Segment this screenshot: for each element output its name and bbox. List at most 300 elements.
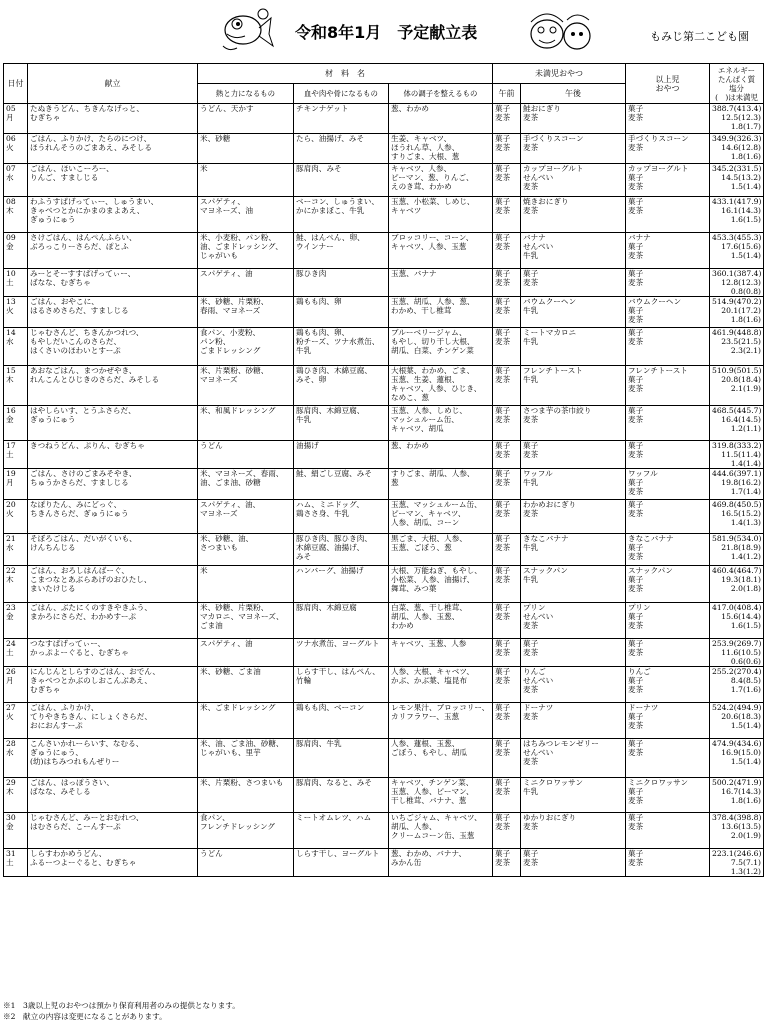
pm-snack-cell-line: 牛乳	[523, 251, 539, 260]
pm-snack-cell-line: バナナ	[523, 233, 546, 242]
day-number: 05	[6, 104, 16, 113]
energy-food-cell-line: マヨネーズ、油	[200, 206, 254, 215]
day-number: 07	[6, 164, 16, 173]
over3-snack-cell	[626, 603, 710, 639]
over3-snack-cell	[626, 500, 710, 534]
menu-cell-line: たぬきうどん、ちきんなげっと、	[30, 104, 144, 113]
body-food-cell-line: みそ、卵	[296, 375, 327, 384]
over3-snack-cell-line: 麦茶	[628, 143, 644, 152]
over3-snack-cell	[626, 366, 710, 406]
am-snack-cell-line: 菓子	[495, 469, 511, 478]
pm-snack-cell-line: 手づくりスコーン	[523, 134, 584, 143]
menu-cell	[28, 739, 198, 778]
nutrition-cell-line: 223.1(246.6)	[712, 849, 762, 858]
body-food-cell	[294, 441, 389, 469]
nutrition-cell-line: 500.2(471.9)	[712, 778, 762, 787]
day-number: 09	[6, 233, 16, 242]
nutrition-cell-line: 16.9(15.0)	[721, 748, 761, 757]
am-snack-cell-line: 麦茶	[495, 712, 511, 721]
nutrition-cell-line: 12.8(12.3)	[721, 278, 761, 287]
over3-snack-cell-line: 菓子	[628, 242, 644, 251]
nutrition-cell-line: 8.4(8.5)	[730, 676, 761, 685]
body-food-cell-line: みそ	[296, 552, 312, 561]
nutrition-cell-line: 388.7(413.4)	[712, 104, 762, 113]
am-snack-cell-line: 麦茶	[495, 612, 511, 621]
weekday: 金	[6, 612, 14, 621]
energy-food-cell-line: 米、小麦粉、パン粉、	[200, 233, 276, 242]
nutrition-cell-line: 1.8(1.6)	[730, 315, 761, 324]
nutrition-cell-line: 19.3(18.1)	[721, 575, 761, 584]
over3-snack-cell-line: 菓子	[628, 639, 644, 648]
condition-food-cell-line: 玉葱、生姜、蓮根、	[391, 375, 460, 384]
menu-cell-line: きゃべつとかにかまのまよあえ、	[30, 206, 145, 215]
over3-snack-cell-line: 菓子	[628, 441, 644, 450]
date-cell	[4, 739, 28, 778]
menu-cell-line: ごはん、さけのごまみそやき、	[30, 469, 137, 478]
over3-snack-cell-line: 麦茶	[628, 748, 644, 757]
footnote-2: ※2 献立の内容は変更になることがあります。	[3, 1012, 167, 1021]
page-title: 令和8年1月 予定献立表	[295, 23, 478, 42]
date-cell	[4, 104, 28, 134]
body-food-cell	[294, 703, 389, 739]
body-food-cell-line: 豚肩肉、木綿豆腐、	[296, 406, 365, 415]
menu-cell	[28, 366, 198, 406]
nutrition-cell-line: 1.5(1.4)	[730, 721, 761, 730]
menu-row	[4, 406, 764, 441]
energy-food-cell-line: 米	[200, 566, 208, 575]
condition-food-cell	[389, 328, 493, 366]
pm-snack-cell	[521, 134, 626, 164]
menu-cell-line: あおなごはん、まつかぜやき、	[30, 366, 137, 375]
body-food-cell-line: 豚ひき肉、豚ひき肉、	[296, 534, 372, 543]
nutrition-cell	[710, 778, 764, 813]
nutrition-cell-line: 20.1(17.2)	[721, 306, 761, 315]
body-food-cell-line: 豚肩肉、木綿豆腐	[296, 603, 357, 612]
pm-snack-cell	[521, 104, 626, 134]
condition-food-cell-line: 玉葱、人参、しめじ、	[391, 406, 467, 415]
over3-snack-cell	[626, 534, 710, 566]
nutrition-cell-line: 1.7(1.6)	[730, 685, 761, 694]
body-food-cell-line: ツナ水煮缶、ヨーグルト	[296, 639, 380, 648]
energy-food-cell-line: 米、砂糖、油、	[200, 534, 254, 543]
condition-food-cell-line: 大根葉、わかめ、ごま、	[391, 366, 475, 375]
condition-food-cell-line: レモン果汁、ブロッコリー、	[391, 703, 490, 712]
energy-food-cell-line: 米、和風ドレッシング	[200, 406, 276, 415]
pm-snack-cell	[521, 297, 626, 328]
pm-snack-cell	[521, 269, 626, 297]
nutrition-cell-line: 1.5(1.4)	[730, 757, 761, 766]
weekday: 月	[6, 113, 14, 122]
pm-snack-cell-line: 麦茶	[523, 757, 539, 766]
condition-food-cell	[389, 233, 493, 269]
nutrition-cell-line: 2.3(2.1)	[730, 346, 761, 355]
date-cell	[4, 500, 28, 534]
menu-row	[4, 500, 764, 534]
condition-food-cell	[389, 269, 493, 297]
energy-food-cell	[198, 703, 294, 739]
menu-cell	[28, 104, 198, 134]
over3-snack-cell-line: 麦茶	[628, 584, 644, 593]
am-snack-cell	[493, 297, 521, 328]
weekday: 火	[6, 509, 14, 518]
day-number: 27	[6, 703, 16, 712]
pm-snack-cell-line: 牛乳	[523, 337, 539, 346]
body-food-cell-line: 牛乳	[296, 346, 312, 355]
nutrition-cell-line: 1.4(1.4)	[730, 459, 761, 468]
energy-food-cell-line: 米、砂糖、片栗粉、	[200, 603, 269, 612]
am-snack-cell-line: 菓子	[495, 134, 511, 143]
condition-food-cell-line: 胡瓜、白菜、チンゲン菜	[391, 346, 474, 355]
over3-snack-cell	[626, 233, 710, 269]
nutrition-cell-line: 17.6(15.6)	[721, 242, 761, 251]
energy-food-cell	[198, 667, 294, 703]
nutrition-cell-line: 581.9(534.0)	[712, 534, 762, 543]
over3-snack-cell-line: フレンチトースト	[628, 366, 688, 375]
menu-cell	[28, 566, 198, 603]
mascot-characters-icon	[525, 6, 597, 56]
condition-food-cell-line: もやし、切り干し大根、	[391, 337, 475, 346]
over3-snack-cell-line: 麦茶	[628, 822, 644, 831]
condition-food-cell-line: キャベツ	[391, 206, 422, 215]
body-food-cell-line: 鶏もも肉、卵、	[296, 328, 350, 337]
day-number: 14	[6, 328, 16, 337]
over3-snack-cell-line: 麦茶	[628, 206, 644, 215]
nutrition-cell	[710, 739, 764, 778]
nutrition-cell	[710, 297, 764, 328]
body-food-cell-line: ミートオムレツ、ハム	[296, 813, 372, 822]
pm-snack-cell-line: わかめおにぎり	[523, 500, 577, 509]
condition-food-cell	[389, 134, 493, 164]
over3-snack-cell	[626, 703, 710, 739]
body-food-cell-line: 豚肩肉、みそ	[296, 164, 342, 173]
energy-food-cell	[198, 534, 294, 566]
menu-cell-line: ごはん、はっぽうさい、	[30, 778, 114, 787]
am-snack-cell-line: 菓子	[495, 639, 511, 648]
pm-snack-cell-line: カップヨーグルト	[523, 164, 584, 173]
nutrition-cell-line: 1.8(1.7)	[730, 122, 761, 131]
menu-cell	[28, 469, 198, 500]
body-food-cell	[294, 406, 389, 441]
over3-snack-cell-line: きなこバナナ	[628, 534, 674, 543]
am-snack-cell	[493, 197, 521, 233]
condition-food-cell-line: クリームコーン缶、玉葱	[391, 831, 475, 840]
am-snack-cell-line: 麦茶	[495, 173, 511, 182]
menu-cell-line: むぎちゃ	[30, 685, 61, 694]
pm-snack-cell-line: 牛乳	[523, 575, 539, 584]
day-number: 20	[6, 500, 16, 509]
menu-cell-line: まいたけじる	[30, 584, 76, 593]
nutrition-cell-line: 2.0(1.9)	[730, 831, 761, 840]
over3-snack-cell-line: バウムクーヘン	[628, 297, 682, 306]
pm-snack-cell	[521, 566, 626, 603]
nutrition-cell-line: 1.2(1.1)	[730, 424, 761, 433]
over3-snack-cell-line: 菓子	[628, 478, 644, 487]
over3-snack-cell-line: 菓子	[628, 676, 644, 685]
energy-food-cell-line: じゃがいも、里芋	[200, 748, 261, 757]
over3-snack-cell-line: カップヨーグルト	[628, 164, 689, 173]
over3-snack-cell-line: 麦茶	[628, 182, 644, 191]
condition-food-cell	[389, 566, 493, 603]
am-snack-cell	[493, 534, 521, 566]
nutrition-cell-line: 13.6(13.5)	[721, 822, 761, 831]
nutrition-cell	[710, 328, 764, 366]
am-snack-cell	[493, 164, 521, 197]
condition-food-cell-line: 舞茸、みつ葉	[391, 584, 437, 593]
body-food-cell-line: たら、油揚げ、みそ	[296, 134, 365, 143]
menu-cell-line: そぼろごはん、だいがくいも、	[30, 534, 137, 543]
date-cell	[4, 813, 28, 849]
menu-cell-line: ぎゅうにゅう、	[30, 748, 84, 757]
energy-header: エネルギー たんぱく質 塩分 ( )は未満児	[710, 64, 764, 104]
menu-cell	[28, 500, 198, 534]
pm-snack-cell	[521, 603, 626, 639]
pm-snack-cell-line: 菓子	[523, 269, 539, 278]
nutrition-cell	[710, 441, 764, 469]
energy-food-cell-line: スパゲティ、油	[200, 269, 253, 278]
body-food-cell-line: 鶏ささ身、牛乳	[296, 509, 350, 518]
over3-snack-cell	[626, 667, 710, 703]
date-cell	[4, 703, 28, 739]
pm-snack-cell	[521, 667, 626, 703]
over3-snack-cell-line: ドーナツ	[628, 703, 659, 712]
menu-row	[4, 104, 764, 134]
body-food-cell-line: 豚ひき肉	[296, 269, 327, 278]
nutrition-cell-line: 349.9(326.3)	[712, 134, 762, 143]
nutrition-cell-line: 19.8(16.2)	[721, 478, 761, 487]
body-food-cell	[294, 164, 389, 197]
am-snack-cell	[493, 469, 521, 500]
weekday: 月	[6, 478, 14, 487]
condition-food-cell	[389, 500, 493, 534]
condition-food-cell-line: 胡瓜、人参、	[391, 822, 437, 831]
footnote-1: ※1 3歳以上児のおやつは預かり保育利用者のみの提供となります。	[3, 1001, 240, 1010]
body-food-cell-line: ハンバーグ、油揚げ	[296, 566, 364, 575]
energy-food-cell	[198, 469, 294, 500]
condition-food-cell	[389, 667, 493, 703]
pm-snack-cell-line: スナックパン	[523, 566, 568, 575]
menu-cell	[28, 703, 198, 739]
menu-cell-line: しらすわかめうどん、	[30, 849, 107, 858]
over3-snack-cell-line: 麦茶	[628, 621, 644, 630]
menu-cell-line: つなすぱげってぃー、	[30, 639, 106, 648]
menu-cell	[28, 297, 198, 328]
condition-food-cell-line: 白菜、葱、干し椎茸、	[391, 603, 467, 612]
body-food-cell	[294, 778, 389, 813]
over3-snack-cell-line: 菓子	[628, 375, 644, 384]
nutrition-cell-line: 253.9(269.7)	[712, 639, 762, 648]
am-snack-cell-line: 菓子	[495, 233, 511, 242]
energy-food-cell	[198, 441, 294, 469]
menu-cell	[28, 233, 198, 269]
body-food-cell-line: 鶏ひき肉、木綿豆腐、	[296, 366, 372, 375]
nutrition-cell-line: 378.4(398.8)	[712, 813, 762, 822]
menu-cell-line: まかろにさらだ、わかめすーぷ	[30, 612, 136, 621]
am-snack-cell-line: 麦茶	[495, 575, 511, 584]
condition-food-cell-line: 小松菜、人参、油揚げ、	[391, 575, 475, 584]
condition-food-cell-line: 葱、わかめ、バナナ、	[391, 849, 467, 858]
weekday: 木	[6, 787, 14, 796]
weekday: 土	[6, 858, 14, 867]
weekday: 火	[6, 306, 14, 315]
over3-snack-cell-line: バナナ	[628, 233, 651, 242]
over3-snack-cell-line: プリン	[628, 603, 651, 612]
menu-cell	[28, 328, 198, 366]
menu-cell-line: きゃべつとかぶのしおこんぶあえ、	[30, 676, 152, 685]
condition-food-cell-line: かぶ、かぶ葉、塩昆布	[391, 676, 468, 685]
menu-cell-line: じゃむさんど、みーとおむれつ、	[30, 813, 144, 822]
over3-snack-cell-line: 麦茶	[628, 278, 644, 287]
am-snack-cell-line: 菓子	[495, 500, 511, 509]
energy-food-cell	[198, 778, 294, 813]
am-snack-cell	[493, 500, 521, 534]
menu-cell	[28, 778, 198, 813]
am-snack-cell	[493, 849, 521, 877]
condition-food-cell	[389, 441, 493, 469]
am-snack-cell-line: 菓子	[495, 849, 511, 858]
menu-row	[4, 134, 764, 164]
menu-cell-line: はやしらいす、とうふさらだ、	[30, 406, 136, 415]
weekday: 土	[6, 648, 14, 657]
pm-snack-cell	[521, 739, 626, 778]
over3-snack-cell-line: 麦茶	[628, 337, 644, 346]
weekday: 木	[6, 375, 14, 384]
menu-cell	[28, 164, 198, 197]
body-food-cell-line: ベーコン、しゅうまい、	[296, 197, 379, 206]
body-food-cell-line: ハム、ミニドッグ、	[296, 500, 364, 509]
condition-food-cell-line: 玉葱、人参、ピーマン、	[391, 787, 474, 796]
day-number: 29	[6, 778, 16, 787]
body-food-cell	[294, 269, 389, 297]
date-cell	[4, 667, 28, 703]
condition-food-cell-line: ほうれん草、人参、	[391, 143, 460, 152]
pm-snack-cell-line: 牛乳	[523, 478, 539, 487]
menu-row	[4, 269, 764, 297]
pm-snack-cell	[521, 441, 626, 469]
am-snack-cell-line: 菓子	[495, 566, 511, 575]
am-snack-cell-line: 麦茶	[495, 787, 511, 796]
condition-food-cell-line: ピーマン、葱、りんご、	[391, 173, 474, 182]
am-snack-cell-line: 菓子	[495, 667, 511, 676]
over3-snack-cell-line: 麦茶	[628, 648, 644, 657]
body-food-cell	[294, 328, 389, 366]
condition-food-cell-line: 人参、胡瓜、コーン	[391, 518, 460, 527]
body-food-cell-line: しらす干し、はんぺん、	[296, 667, 380, 676]
condition-food-cell	[389, 703, 493, 739]
nutrition-cell-line: 23.5(21.5)	[721, 337, 761, 346]
energy-food-cell-line: スパゲティ、油	[200, 639, 253, 648]
over3-snack-cell-line: 菓子	[628, 739, 644, 748]
nutrition-cell	[710, 566, 764, 603]
condition-food-cell-line: キャベツ、胡瓜	[391, 424, 444, 433]
nutrition-cell-line: 16.7(14.3)	[721, 787, 761, 796]
over3-snack-cell	[626, 104, 710, 134]
nutrition-cell	[710, 639, 764, 667]
am-snack-cell-line: 麦茶	[495, 450, 511, 459]
nutrition-cell-line: 444.6(397.1)	[712, 469, 762, 478]
nutrition-cell-line: 20.8(18.4)	[721, 375, 761, 384]
body-food-cell-line: 竹輪	[296, 676, 312, 685]
weekday: 木	[6, 206, 14, 215]
over3-snack-cell-line: 菓子	[628, 269, 644, 278]
nutrition-cell-line: 524.2(494.9)	[712, 703, 762, 712]
nutrition-cell-line: 1.7(1.4)	[730, 487, 761, 496]
over3-snack-cell-line: 麦茶	[628, 487, 644, 496]
menu-cell-line: ごはん、おろしはんばーぐ、	[30, 566, 130, 575]
energy-food-cell-line: 米、砂糖、片栗粉、	[200, 297, 269, 306]
weekday: 水	[6, 543, 14, 552]
over3-snack-cell-line: 菓子	[628, 849, 644, 858]
over3-snack-cell-line: 麦茶	[628, 450, 644, 459]
energy-food-cell-line: マヨネーズ	[200, 509, 238, 518]
menu-cell-line: ごはん、おやこに、	[30, 297, 99, 306]
menu-row	[4, 233, 764, 269]
body-food-cell	[294, 469, 389, 500]
body-food-cell-line: ウインナー	[296, 242, 334, 251]
condition-food-cell-line: 葱、わかめ	[391, 104, 429, 113]
over3-snack-cell	[626, 297, 710, 328]
menu-cell	[28, 639, 198, 667]
nutrition-cell	[710, 667, 764, 703]
menu-cell-line: けんちんじる	[30, 543, 76, 552]
menu-row	[4, 778, 764, 813]
condition-food-cell	[389, 639, 493, 667]
body-food-cell-line: 鮭、絹ごし豆腐、みそ	[296, 469, 372, 478]
energy-food-cell	[198, 639, 294, 667]
weekday: 木	[6, 575, 14, 584]
pm-snack-cell-line: 牛乳	[523, 787, 539, 796]
body-food-cell	[294, 813, 389, 849]
condition-food-cell-line: キャベツ、人参、	[391, 164, 452, 173]
day-number: 24	[6, 639, 16, 648]
nutrition-cell-line: 2.1(1.9)	[730, 384, 761, 393]
pm-snack-cell-line: 麦茶	[523, 621, 539, 630]
weekday: 火	[6, 143, 14, 152]
menu-row	[4, 164, 764, 197]
pm-snack-cell	[521, 703, 626, 739]
am-snack-cell-line: 菓子	[495, 778, 511, 787]
nutrition-cell-line: 469.8(450.5)	[712, 500, 762, 509]
pm-snack-cell-line: さつま芋の茶巾絞り	[523, 406, 592, 415]
day-number: 31	[6, 849, 16, 858]
menu-table	[3, 63, 764, 877]
date-cell	[4, 269, 28, 297]
date-cell	[4, 297, 28, 328]
condition-food-cell-line: わかめ、干し椎茸	[391, 306, 452, 315]
energy-food-cell	[198, 406, 294, 441]
day-number: 26	[6, 667, 16, 676]
nutrition-cell-line: 21.8(18.9)	[721, 543, 761, 552]
pm-snack-cell-line: せんべい	[523, 612, 554, 621]
body-food-cell	[294, 500, 389, 534]
menu-cell-line: れんこんとひじきのさらだ、みそしる	[30, 375, 160, 384]
energy-food-cell-line: 食パン、	[200, 813, 230, 822]
nutrition-cell-line: 345.2(331.5)	[712, 164, 762, 173]
footnotes	[3, 1000, 240, 1022]
body-food-cell	[294, 134, 389, 164]
body-food-cell-line: 粉チーズ、ツナ水煮缶、	[296, 337, 380, 346]
menu-cell-line: りんご、すましじる	[30, 173, 99, 182]
over3-snack-cell	[626, 328, 710, 366]
menu-cell-line: ぶろっこりーさらだ、ぽとふ	[30, 242, 129, 251]
am-snack-cell-line: 麦茶	[495, 858, 511, 867]
condition-food-cell-line: ブロッコリー、コーン、	[391, 233, 474, 242]
menu-cell-line: じゃむさんど、ちきんかつれつ、	[30, 328, 144, 337]
page-header	[0, 0, 765, 62]
energy-food-cell-line: うどん	[200, 441, 223, 450]
date-cell	[4, 639, 28, 667]
am-snack-cell-line: 菓子	[495, 739, 511, 748]
menu-row	[4, 366, 764, 406]
